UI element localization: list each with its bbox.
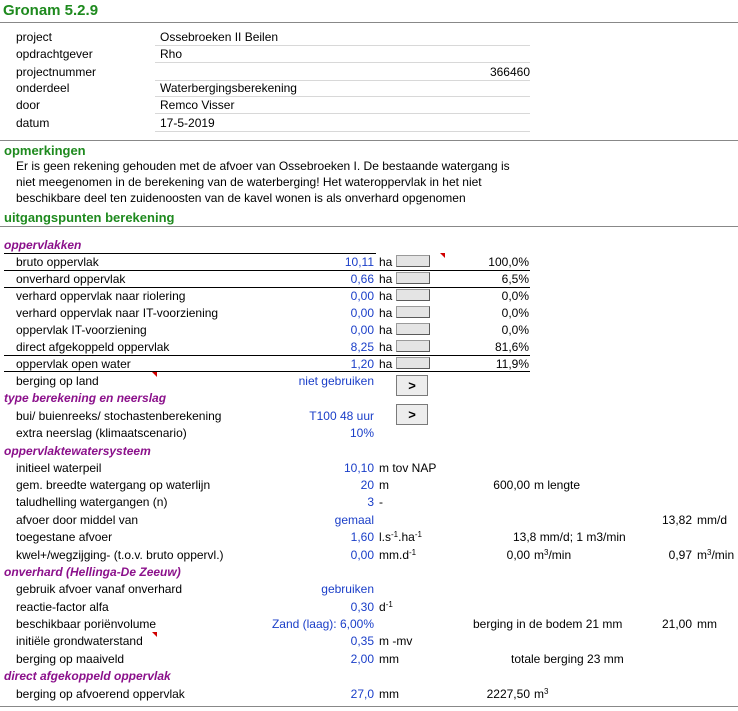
remarks-line-2[interactable]: niet meegenomen in de berekening van de waterberging! Het wateroppervlak in het niet	[16, 175, 482, 189]
alpha-value[interactable]: 0,30	[350, 600, 374, 614]
discharge-value[interactable]: gemaal	[334, 513, 374, 527]
comment-marker-icon[interactable]	[440, 253, 445, 258]
surface-label: onverhard oppervlak	[16, 272, 126, 286]
surface-label: oppervlak IT-voorziening	[16, 323, 147, 337]
soil-storage-text: berging in de bodem 21 mm	[473, 617, 623, 631]
storage-land-label: berging op land	[16, 374, 99, 388]
extra-rain-value[interactable]: 10%	[349, 426, 374, 440]
surface-unit: ha	[379, 255, 393, 269]
allowed-unit: $l.s^{-1}.ha^{-1}$	[379, 530, 422, 544]
groundwater-value[interactable]: 0,35	[350, 634, 374, 648]
project-number-value[interactable]: 366460	[489, 65, 530, 79]
pore-value[interactable]: Zand (laag): 6,00%	[271, 617, 374, 631]
allowed-value[interactable]: 1,60	[350, 530, 374, 544]
surface-label: oppervlak open water	[16, 357, 131, 371]
project-number-label: projectnummer	[16, 65, 97, 79]
surfaces-divider	[4, 253, 376, 254]
alpha-label: reactie-factor alfa	[16, 600, 109, 614]
unpaved-heading: onverhard (Hellinga-De Zeeuw)	[4, 565, 181, 579]
title-divider	[0, 22, 738, 23]
length-value: 600,00	[493, 478, 530, 492]
field-underline	[155, 45, 530, 46]
groundwater-label: initiële grondwaterstand	[16, 634, 143, 648]
extra-rain-label: extra neerslag (klimaatscenario)	[16, 426, 187, 440]
comment-marker-icon[interactable]	[152, 372, 157, 377]
rain-heading: type berekening en neerslag	[4, 391, 167, 405]
seepage-label: kwel+/wegzijging- (t.o.v. bruto oppervl.)	[16, 548, 224, 562]
surface-storage-value[interactable]: 2,00	[350, 652, 374, 666]
surface-unit: ha	[379, 357, 393, 371]
discharge-rate: 13,82	[661, 513, 692, 527]
disconnected-volume: 2227,50	[486, 687, 530, 701]
soil-storage-unit: mm	[697, 617, 717, 631]
disconnected-storage-label: berging op afvoerend oppervlak	[16, 687, 185, 701]
storage-land-value[interactable]: niet gebruiken	[298, 374, 374, 388]
total-storage-text: totale berging 23 mm	[511, 652, 624, 666]
surface-unit: ha	[379, 323, 393, 337]
initial-level-unit: m tov NAP	[379, 461, 437, 475]
surface-pct: 6,5%	[501, 272, 529, 286]
allowed-info: 13,8 mm/d; 1 m3/min	[513, 530, 626, 544]
surface-unit: ha	[379, 306, 393, 320]
length-unit: m lengte	[534, 478, 581, 492]
surface-storage-label: berging op maaiveld	[16, 652, 125, 666]
surface-value[interactable]: 0,66	[350, 272, 374, 286]
pore-label: beschikbaar poriënvolume	[16, 617, 157, 631]
width-value[interactable]: 20	[360, 478, 374, 492]
surface-bar	[396, 306, 430, 318]
width-label: gem. breedte watergang op waterlijn	[16, 478, 211, 492]
unpaved-use-value[interactable]: gebruiken	[321, 582, 374, 596]
section-divider	[0, 226, 738, 227]
surface-label: direct afgekoppeld oppervlak	[16, 340, 170, 354]
remarks-line-1[interactable]: Er is geen rekening gehouden met de afvoer van Ossebroeken I. De bestaande watergang is	[16, 159, 510, 173]
author-value[interactable]: Remco Visser	[160, 98, 235, 112]
seepage-flow: 0,00	[506, 548, 530, 562]
surface-unit: ha	[379, 340, 393, 354]
surface-pct: 0,0%	[501, 306, 529, 320]
initial-level-value[interactable]: 10,10	[343, 461, 374, 475]
row-divider	[4, 371, 530, 372]
project-value[interactable]: Ossebroeken II Beilen	[160, 30, 279, 44]
surface-label: verhard oppervlak naar riolering	[16, 289, 186, 303]
surface-unit: ha	[379, 272, 393, 286]
seepage-unit: $mm.d^{-1}$	[379, 548, 417, 562]
rain-series-value[interactable]: T100 48 uur	[309, 409, 374, 423]
surface-bar	[396, 357, 430, 369]
field-underline	[155, 62, 530, 63]
seepage-flow-2: 0,97	[668, 548, 692, 562]
surface-label: bruto oppervlak	[16, 255, 99, 269]
client-label: opdrachtgever	[16, 47, 93, 61]
app-title: Gronam 5.2.9	[3, 2, 99, 19]
disconnected-volume-unit: $m^3$	[534, 687, 549, 701]
surfaces-heading: oppervlakken	[4, 238, 82, 252]
surface-pct: 100,0%	[488, 255, 529, 269]
initial-level-label: initieel waterpeil	[16, 461, 102, 475]
surface-pct: 0,0%	[501, 289, 529, 303]
surface-water-heading: oppervlaktewatersysteem	[4, 444, 151, 458]
discharge-label: afvoer door middel van	[16, 513, 139, 527]
surface-value[interactable]: 1,20	[350, 357, 374, 371]
part-label: onderdeel	[16, 81, 70, 95]
surface-bar	[396, 340, 430, 352]
soil-storage-value: 21,00	[661, 617, 692, 631]
surface-value[interactable]: 10,11	[344, 255, 374, 269]
surface-bar	[396, 255, 430, 267]
row-divider	[4, 355, 530, 356]
allowed-label: toegestane afvoer	[16, 530, 113, 544]
bottom-divider	[0, 706, 738, 707]
remarks-line-3[interactable]: beschikbare deel ten zuidenoosten van de kavel wonen is als onverhard opgenomen	[16, 191, 466, 205]
surface-label: verhard oppervlak naar IT-voorziening	[16, 306, 219, 320]
surface-value[interactable]: 0,00	[350, 323, 374, 337]
date-value[interactable]: 17-5-2019	[160, 116, 215, 130]
project-label: project	[16, 30, 53, 44]
surface-bar	[396, 323, 430, 335]
width-unit: m	[379, 478, 389, 492]
slope-label: taludhelling watergangen (n)	[16, 495, 168, 509]
remarks-heading: opmerkingen	[4, 143, 86, 158]
calc-heading: uitgangspunten berekening	[4, 210, 175, 225]
rain-series-label: bui/ buienreeks/ stochastenberekening	[16, 409, 222, 423]
slope-unit: -	[379, 495, 383, 509]
surface-bar	[396, 272, 430, 284]
disconnected-heading: direct afgekoppeld oppervlak	[4, 669, 171, 683]
unpaved-use-label: gebruik afvoer vanaf onverhard	[16, 582, 183, 596]
seepage-value[interactable]: 0,00	[350, 548, 374, 562]
surface-bar	[396, 289, 430, 301]
storage-land-button[interactable]: >	[396, 375, 428, 396]
disconnected-storage-unit: mm	[379, 687, 399, 701]
author-label: door	[16, 98, 41, 112]
row-divider	[4, 270, 530, 271]
seepage-flow-2-unit: $m^3/\min$	[697, 548, 735, 562]
surface-pct: 0,0%	[501, 323, 529, 337]
groundwater-unit: m -mv	[379, 634, 413, 648]
surface-pct: 11,9%	[495, 357, 529, 371]
surface-value[interactable]: 8,25	[350, 340, 374, 354]
field-underline	[155, 113, 530, 114]
slope-value[interactable]: 3	[367, 495, 374, 509]
rain-series-button[interactable]: >	[396, 404, 428, 425]
alpha-unit: $d^{-1}$	[379, 600, 393, 614]
surface-pct: 81,6%	[494, 340, 529, 354]
section-divider	[0, 140, 738, 141]
surface-storage-unit: mm	[379, 652, 399, 666]
surface-value[interactable]: 0,00	[350, 289, 374, 303]
field-underline	[155, 96, 530, 97]
surface-unit: ha	[379, 289, 393, 303]
discharge-rate-unit: mm/d	[697, 513, 727, 527]
seepage-flow-unit: $m^3/\min$	[534, 548, 572, 562]
client-value[interactable]: Rho	[160, 47, 183, 61]
field-underline	[155, 131, 530, 132]
row-divider	[4, 287, 530, 288]
date-label: datum	[16, 116, 50, 130]
disconnected-storage-value[interactable]: 27,0	[350, 687, 374, 701]
comment-marker-icon[interactable]	[152, 632, 157, 637]
surface-value[interactable]: 0,00	[350, 306, 374, 320]
part-value[interactable]: Waterbergingsberekening	[160, 81, 297, 95]
